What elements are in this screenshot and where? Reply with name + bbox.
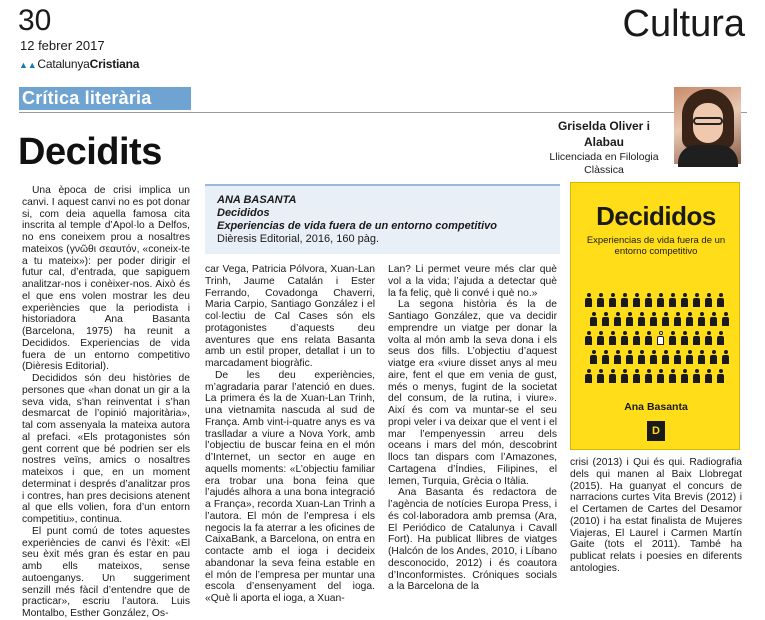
cover-figure-icon <box>602 350 609 364</box>
cover-figure-icon <box>698 312 705 326</box>
paragraph: Decididos són deu històries de persones que «han donat un gir a la seva vida, s’han reinventat i s’han desmarcat de l’opinió majoritària», tal com assenyala la mateixa autora al prefaci. «Els protagonistes són gent corrent que bé podrien ser els nostres veïns, amics o nosaltres mateixos i que, en un moment determinat i després d’analitzar pros i contres, han pres decisions atenent al que ells volien, fora d’un entorn competitiu», continua. <box>22 373 190 525</box>
book-cover <box>570 182 740 450</box>
cover-figure-icon <box>633 331 640 345</box>
cover-figure-icon <box>633 369 640 383</box>
cover-figure-icon <box>693 331 700 345</box>
paragraph: Una època de crisi implica un canvi. I aquest canvi no es pot donar si, com deia aquella famosa cita inscrita al temple d’Apol·lo a Delfos, no ens coneixem prou a nosaltres mateixos (γνῶθι σεαυτόν, «coneix-te a tu mateix»): per poder dirigir el futur cal, d’entrada, que sapiguem analitzar-nos i conèixer-nos. Això és el que ens volen mostrar les deu experiències que la periodista i historiadora Ana Basanta (Barcelona, 1975) ha reunit a Decididos. Experiencias de vida fuera de un entorno competitivo (Dièresis Editorial). <box>22 185 190 373</box>
cover-figure-icon <box>669 331 676 345</box>
book-title: Decididos <box>217 207 270 219</box>
article-column-2 <box>205 264 375 605</box>
cover-figure-icon <box>686 350 693 364</box>
cover-figure-icon <box>645 331 652 345</box>
cover-figure-icon <box>585 293 592 307</box>
issue-date: 12 febrer 2017 <box>20 38 105 53</box>
book-info-box <box>205 184 560 254</box>
cover-figure-icon <box>626 350 633 364</box>
cover-figure-icon <box>597 293 604 307</box>
cover-figure-icon <box>633 293 640 307</box>
cover-figure-icon <box>662 312 669 326</box>
cover-figure-icon <box>693 293 700 307</box>
cover-figure-icon <box>705 331 712 345</box>
section-banner <box>19 87 191 110</box>
author-photo <box>674 87 741 164</box>
section-title: Cultura <box>622 3 745 45</box>
paragraph: La segona història és la de Santiago González, que va decidir emprendre un viatge per donar la volta al món amb la seva dona i els seus dos fills. L’objectiu d’aquest viatge era «viure disset anys al meu aire, fent el que em venia de gust, més o menys, fugint de la societat del consum, de la rutina, i viure». Així és com va muntar-se el seu propi veler i va deixar que el vent i el mar l’empenyessin arreu dels oceans i mars del món, descobrint llocs tan dispars com l’Amazones, Cartagena d’Índies, Filipines, el Iemen, Turquia, Grècia o Itàlia. <box>388 299 557 487</box>
cover-figure-icon <box>662 350 669 364</box>
book-subtitle: Experiencias de vida fuera de un entorno competitivo <box>217 220 497 232</box>
cover-figure-icon <box>614 350 621 364</box>
paragraph: car Vega, Patricia Pólvora, Xuan-Lan Trinh, Jaume Catalán i Ester Ferrando, Covadonga Chaverri, Maria Carpio, Santiago González i el col·lectiu de Cal Cases són els protagonistes d’aquests deu aventures que ens relata Basanta amb un estil proper, detallat i un to marcadament biogràfic. <box>205 264 375 369</box>
author-role: Llicenciada en Filologia Clàssica <box>549 151 659 176</box>
cover-figure-icon <box>585 369 592 383</box>
cover-figure-icon <box>710 350 717 364</box>
page-number: 30 <box>18 4 52 37</box>
cover-figure-icon <box>698 350 705 364</box>
cover-figure-icon <box>614 312 621 326</box>
book-publisher: Dièresis Editorial, 2016, 160 pàg. <box>217 233 380 245</box>
cover-figure-icon <box>638 312 645 326</box>
cover-subtitle: Experiencias de vida fuera de un entorno competitivo <box>586 235 726 257</box>
cover-figure-icon <box>621 369 628 383</box>
cover-figure-icon <box>626 312 633 326</box>
cover-figure-icon <box>597 369 604 383</box>
cover-figure-icon <box>609 331 616 345</box>
author-byline <box>540 118 668 177</box>
cover-figure-icon <box>597 331 604 345</box>
cover-figure-icon <box>638 350 645 364</box>
paragraph: crisi (2013) i Qui és qui. Radiografia dels qui manen al Baix Llobregat (2015). Ha guanyat el concurs de narracions curtes Vita Brevis (2012) i el Certamen de Cartes del Desamor (2010) i ha estat finalista de Mujeres Viajeras, El Laurel i Carmen Martín Gaite (tots el 2011). També ha publicat relats i poesies en diferents antologies. <box>570 457 742 574</box>
cover-figure-icon <box>602 312 609 326</box>
cover-figure-icon <box>705 293 712 307</box>
logo-text-bold: Cristiana <box>89 57 140 71</box>
article-column-4 <box>570 457 742 575</box>
cover-figure-icon <box>693 369 700 383</box>
cover-figure-icon <box>609 293 616 307</box>
cover-figure-icon <box>657 293 664 307</box>
cover-figure-icon <box>650 312 657 326</box>
cover-figure-icon <box>674 312 681 326</box>
book-author: ANA BASANTA <box>217 194 297 206</box>
cover-figure-icon <box>710 312 717 326</box>
cover-figure-icon <box>705 369 712 383</box>
cover-figure-icon <box>621 331 628 345</box>
cover-figure-icon <box>645 369 652 383</box>
cover-figure-icon <box>681 331 688 345</box>
cover-figure-icon <box>674 350 681 364</box>
cover-crowd-illustration <box>585 293 727 413</box>
cover-figure-icon <box>621 293 628 307</box>
logo-text-light: Catalunya <box>37 57 90 71</box>
cover-figure-icon <box>657 331 664 345</box>
header-divider <box>19 112 747 113</box>
cover-author: Ana Basanta <box>624 401 688 413</box>
cover-figure-icon <box>669 369 676 383</box>
paragraph: De les deu experiències, m’agradaria parar l’atenció en dues. La primera és la de Xuan-Lan Trinh, una vietnamita nascuda al sud de França. Amb vint-i-quatre anys es va traslladar a viure a Nova York, amb l’objectiu de buscar feina en el món d’Internet, un sector en auge en aquells moments: «L’objectiu familiar era trobar una bona feina que l’ajudés alhora a una bona integració a França», recorda Xuan-Lan Trinh a l’autora. El món de l’empresa i els negocis la fa aterrar a les oficines de CaixaBank, a Barcelona, on entra en contacte amb el ioga i decideix abandonar la seva feina estable en el món de l’empresa per muntar una escola d’ensenyament del ioga. «Què li aporta el ioga, a Xuan- <box>205 369 375 604</box>
publisher-logo-icon: D <box>647 421 665 441</box>
cover-figure-icon <box>722 350 729 364</box>
banner-label: Crítica literària <box>22 88 152 108</box>
cover-figure-icon <box>717 369 724 383</box>
paragraph: El punt comú de totes aquestes experiències de canvi és l’èxit: «El seu èxit més gran és estar en pau amb ells mateixos, sense autoenganys. Un suggeriment senzill més fàcil d’entendre que de practicar», escriu l’autora. Luis Montalbo, Esther González, Os- <box>22 525 190 619</box>
cover-figure-icon <box>609 369 616 383</box>
cover-figure-icon <box>585 331 592 345</box>
cover-figure-icon <box>717 293 724 307</box>
paragraph: Ana Basanta és redactora de l’agència de notícies Europa Press, i és col·laboradora amb premsa (Ara, El Periódico de Catalunya i Cavall Fort). Ha publicat llibres de viatges (Halcón de los Andes, 2010, i Líbano desconocido, 2012) i és coautora d’Inconformistes. Cróniques socials a la Barcelona de la <box>388 487 557 593</box>
article-title: Decidits <box>18 131 162 173</box>
cover-figure-icon <box>657 369 664 383</box>
cover-figure-icon <box>681 369 688 383</box>
cover-title: Decididos <box>596 201 716 231</box>
cover-figure-icon <box>669 293 676 307</box>
cover-figure-icon <box>590 312 597 326</box>
article-column-1 <box>22 185 190 620</box>
cover-figure-icon <box>590 350 597 364</box>
logo-mark-icon: ▲▲ <box>19 60 37 70</box>
cover-figure-icon <box>722 312 729 326</box>
article-column-3 <box>388 264 557 593</box>
cover-figure-icon <box>645 293 652 307</box>
cover-figure-icon <box>681 293 688 307</box>
cover-figure-icon <box>650 350 657 364</box>
cover-figure-icon <box>686 312 693 326</box>
publication-logo <box>19 57 139 72</box>
cover-figure-icon <box>717 331 724 345</box>
author-name: Griselda Oliver i Alabau <box>557 119 651 149</box>
paragraph: Lan? Li permet veure més clar què vol a la vida; l’ajuda a detectar què la fa feliç, què li convé i què no.» <box>388 264 557 299</box>
